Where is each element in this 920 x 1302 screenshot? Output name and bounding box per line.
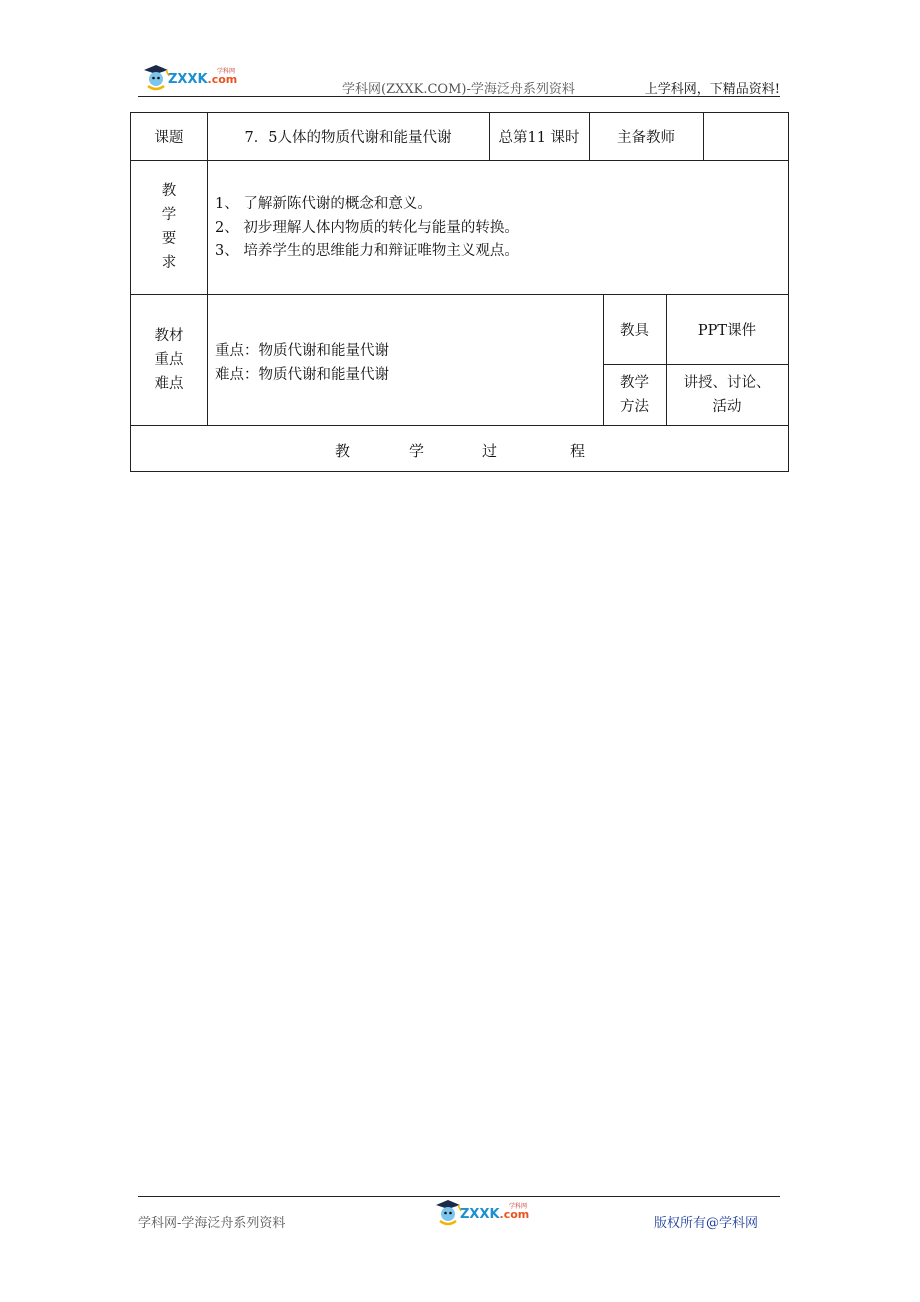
mascot-icon	[430, 1199, 464, 1227]
method-value	[666, 364, 788, 425]
requirements-label-char: 教	[161, 183, 177, 199]
material-label-line: 难点	[154, 375, 184, 392]
requirements-label-char: 要	[161, 231, 177, 247]
topic-label: 课题	[154, 130, 184, 146]
header-center-text: 学科网(ZXXK.COM)-学海泛舟系列资料	[342, 82, 575, 97]
teacher-label: 主备教师	[617, 130, 675, 146]
list-item: 3、 培养学生的思维能力和辩证唯物主义观点。	[215, 243, 519, 259]
page-header	[138, 62, 780, 97]
page-footer	[138, 1196, 780, 1237]
method-value-line: 讲授、讨论、	[683, 374, 771, 391]
mascot-icon	[138, 64, 172, 92]
topic-value: 7．5人体的物质代谢和能量代谢	[244, 130, 452, 146]
list-item: 1、 了解新陈代谢的概念和意义。	[215, 196, 432, 212]
process-char: 教	[335, 442, 351, 460]
tools-label: 教具	[620, 322, 649, 339]
teaching-process-heading	[131, 425, 788, 471]
method-label-line: 教学	[620, 374, 649, 391]
material-label-line: 重点	[154, 351, 184, 368]
grid-line	[703, 113, 704, 160]
grid-line	[603, 364, 788, 365]
period-count: 总第11 课时	[498, 130, 580, 146]
list-item: 2、 初步理解人体内物质的转化与能量的转换。	[215, 219, 519, 236]
requirements-label-char: 求	[161, 255, 177, 271]
process-char: 程	[570, 442, 586, 460]
requirements-label	[131, 160, 207, 294]
material-label-line: 教材	[154, 327, 184, 344]
grid-line	[603, 294, 604, 425]
key-points	[215, 339, 389, 387]
grid-line	[489, 113, 490, 160]
grid-line	[207, 113, 208, 425]
grid-line	[589, 113, 590, 160]
tools-value: PPT课件	[697, 322, 757, 339]
process-char: 学	[409, 442, 425, 460]
method-value-line: 活动	[712, 398, 742, 415]
header-slogan: 上学科网，下精品资料!	[644, 82, 780, 97]
footer-zxxk-logo	[430, 1199, 534, 1227]
grid-line	[131, 294, 788, 295]
material-label	[131, 294, 207, 425]
teacher-value	[703, 113, 788, 160]
lesson-plan-table	[130, 112, 789, 472]
logo-text: ZXXK.com	[460, 1207, 530, 1222]
logo-text: ZXXK.com	[168, 72, 238, 87]
method-label-line: 方法	[620, 398, 649, 415]
copyright-link[interactable]: 版权所有@学科网	[653, 1216, 758, 1231]
grid-line	[666, 294, 667, 425]
zxxk-logo	[138, 64, 242, 92]
process-char: 过	[482, 442, 498, 460]
method-label	[603, 364, 666, 425]
logo-tag: 学科网	[509, 1203, 528, 1210]
requirements-label-char: 学	[161, 207, 177, 223]
key-point: 重点：物质代谢和能量代谢	[215, 343, 389, 359]
logo-tag: 学科网	[217, 68, 236, 75]
grid-line	[131, 160, 788, 161]
grid-line	[131, 425, 788, 426]
requirements-list	[215, 193, 519, 264]
difficult-point: 难点：物质代谢和能量代谢	[215, 367, 389, 383]
footer-left-text: 学科网-学海泛舟系列资料	[138, 1216, 286, 1231]
